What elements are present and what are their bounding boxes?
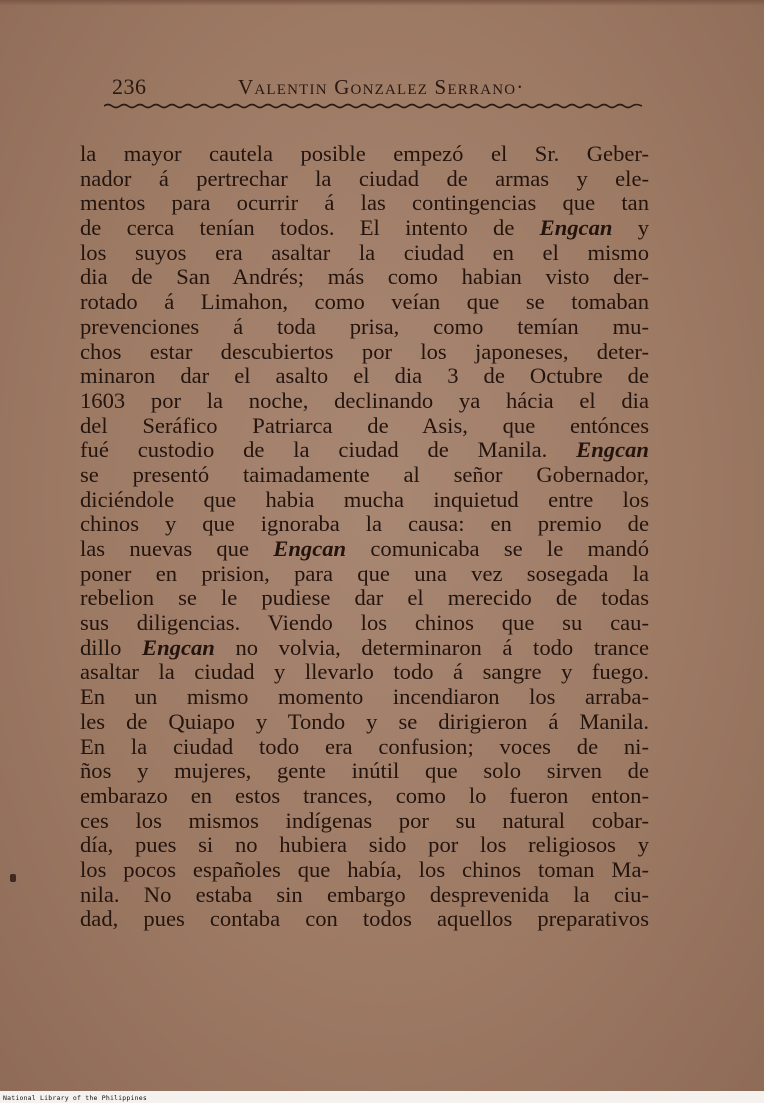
page-number: 236 — [112, 74, 147, 99]
text-run: poner en prision, para que una vez sosegada la — [80, 560, 649, 586]
text-line — [80, 340, 649, 365]
text-run: y — [612, 215, 649, 241]
body-text — [80, 142, 649, 932]
text-run: sus diligencias. Viendo los chinos que su cau- — [80, 610, 649, 636]
text-line — [80, 512, 649, 537]
text-line — [80, 784, 649, 809]
text-run: de cerca tenían todos. El intento de — [80, 215, 540, 241]
page-top-shadow — [0, 0, 764, 6]
text-line — [80, 315, 649, 340]
text-run: dia de San Andrés; más como habian visto der- — [80, 264, 649, 290]
text-run: del Seráfico Patriarca de Asis, que entónces — [80, 412, 649, 438]
text-run: se presentó taimadamente al señor Gobernador, — [80, 461, 649, 487]
text-line — [80, 191, 649, 216]
text-run: asaltar la ciudad y llevarlo todo á sangre y fuego. — [80, 659, 649, 685]
person-name: Engcan — [576, 437, 649, 463]
margin-ink-mark — [10, 874, 16, 882]
page-header — [112, 74, 652, 104]
running-title: Valentin Gonzalez Serrano· — [238, 75, 525, 99]
text-line — [80, 389, 649, 414]
text-run: chinos y que ignoraba la causa: en premio de — [80, 511, 649, 537]
text-run: prevenciones á toda prisa, como temían mu- — [80, 313, 649, 339]
text-line — [80, 858, 649, 883]
text-line — [80, 562, 649, 587]
text-line — [80, 364, 649, 389]
text-line — [80, 265, 649, 290]
text-line — [80, 414, 649, 439]
text-run: chos estar descubiertos por los japoneses, deter- — [80, 338, 649, 364]
text-line — [80, 216, 649, 241]
text-run: comunicaba se le mandó — [346, 536, 649, 561]
text-run: En un mismo momento incendiaron los arraba- — [80, 684, 649, 710]
text-line — [80, 759, 649, 784]
text-run: ños y mujeres, gente inútil que solo sirven de — [80, 758, 649, 784]
text-line — [80, 685, 649, 710]
text-line — [80, 809, 649, 834]
text-line — [80, 833, 649, 858]
text-line — [80, 636, 649, 661]
text-run: los suyos era asaltar la ciudad en el mismo — [80, 239, 649, 265]
text-run: minaron dar el asalto el dia 3 de Octubre de — [80, 363, 649, 389]
text-run: 1603 por la noche, declinando ya hácia el dia — [80, 387, 649, 413]
text-run: día, pues si no hubiera sido por los religiosos y — [80, 832, 649, 858]
header-ornamental-rule — [104, 103, 642, 109]
person-name: Engcan — [273, 536, 347, 561]
text-line — [80, 611, 649, 636]
footer-credit: National Library of the Philippines — [3, 1094, 147, 1102]
text-line — [80, 290, 649, 315]
text-run: la mayor cautela posible empezó el Sr. Geber- — [80, 141, 649, 166]
text-run: En la ciudad todo era confusion; voces de ni- — [80, 733, 649, 759]
text-run: no volvia, determinaron á todo trance — [214, 634, 649, 660]
text-line — [80, 142, 649, 167]
text-line — [80, 438, 649, 463]
text-line — [80, 537, 649, 562]
text-run: ces los mismos indígenas por su natural cobar- — [80, 807, 649, 833]
person-name: Engcan — [142, 634, 215, 660]
text-line — [80, 883, 649, 908]
text-line — [80, 660, 649, 685]
text-run: embarazo en estos trances, como lo fueron enton- — [80, 782, 649, 808]
text-run: nador á pertrechar la ciudad de armas y ele- — [80, 165, 649, 191]
text-run: los pocos españoles que había, los chinos toman Ma- — [80, 856, 649, 882]
text-run: les de Quiapo y Tondo y se dirigieron á Manila. — [80, 708, 649, 734]
text-run: rebelion se le pudiese dar el merecido de todas — [80, 585, 649, 611]
person-name: Engcan — [539, 215, 613, 241]
text-line — [80, 907, 649, 932]
text-line — [80, 167, 649, 192]
text-run: las nuevas que — [80, 536, 274, 561]
text-run: diciéndole que habia mucha inquietud entre los — [80, 486, 649, 512]
text-line — [80, 735, 649, 760]
text-line — [80, 710, 649, 735]
text-run: dad, pues contaba con todos aquellos preparativos — [80, 906, 649, 932]
text-line — [80, 488, 649, 513]
text-line — [80, 241, 649, 266]
text-run: rotado á Limahon, como veían que se tomaban — [80, 289, 649, 315]
text-line — [80, 586, 649, 611]
text-run: dillo — [80, 634, 143, 660]
text-line — [80, 463, 649, 488]
text-run: fué custodio de la ciudad de Manila. — [80, 437, 577, 463]
text-run: mentos para ocurrir á las contingencias que tan — [80, 190, 649, 216]
text-run: nila. No estaba sin embargo desprevenida la ciu- — [80, 881, 649, 907]
